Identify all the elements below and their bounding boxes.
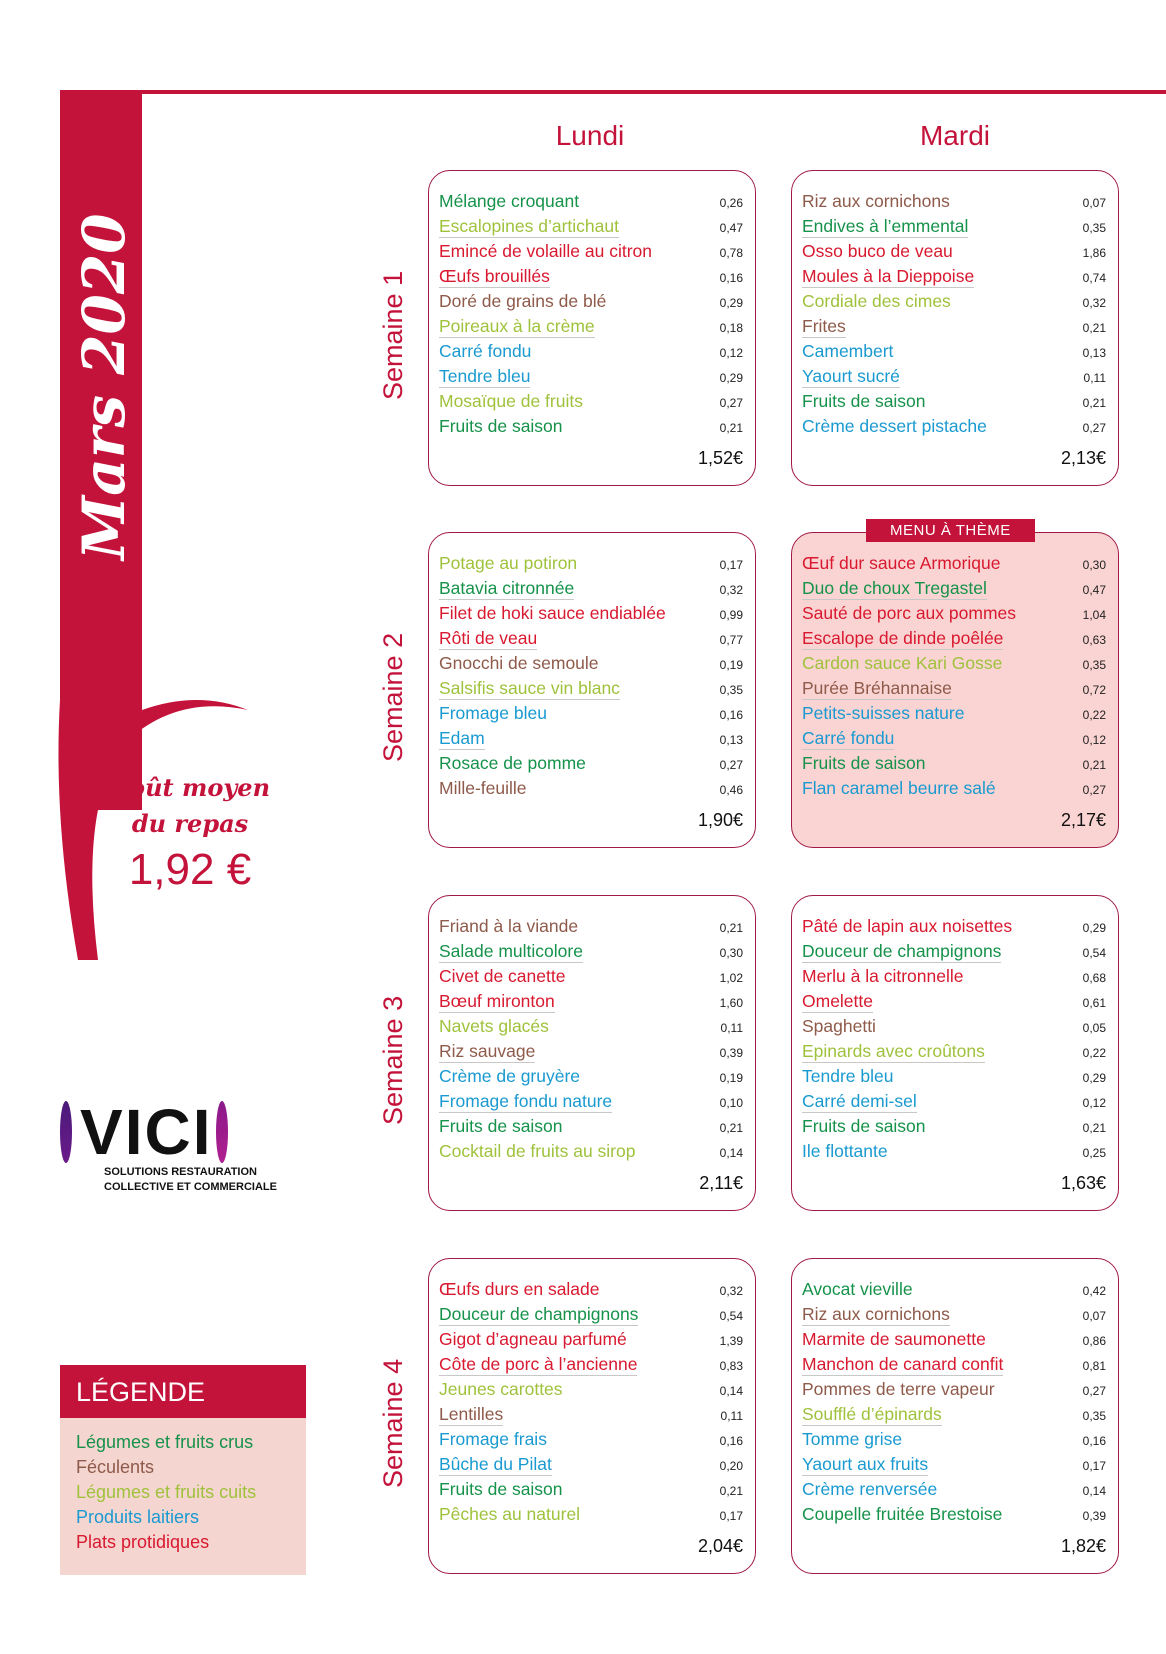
menu-item xyxy=(439,1279,743,1304)
menu-item-name: Salsifis sauce vin blanc xyxy=(439,678,620,698)
menu-item-price: 0,14 xyxy=(1082,1484,1106,1498)
menu-item-name: Navets glacés xyxy=(439,1016,549,1036)
menu-item-name: Rosace de pomme xyxy=(439,753,586,773)
menu-item xyxy=(439,391,743,416)
menu-item-price: 0,27 xyxy=(1082,421,1106,435)
menu-item-price: 0,17 xyxy=(1082,1459,1106,1473)
logo-tagline-1: SOLUTIONS RESTAURATION xyxy=(104,1166,257,1178)
menu-item-price: 0,68 xyxy=(1082,971,1106,985)
menu-total: 2,11€ xyxy=(699,1173,743,1193)
month-title: Mars 2020 xyxy=(70,213,138,560)
menu-item xyxy=(802,291,1106,316)
menu-items xyxy=(439,553,743,803)
menu-item xyxy=(802,678,1106,703)
menu-item-name: Endives à l’emmental xyxy=(802,216,969,236)
menu-item-price: 0,05 xyxy=(1082,1021,1106,1035)
menu-item-name: Crème renversée xyxy=(802,1479,938,1499)
logo-left-arc-icon xyxy=(60,1101,72,1163)
menu-items xyxy=(802,1279,1106,1529)
menu-item-name: Rôti de veau xyxy=(439,628,538,648)
menu-item-price: 0,27 xyxy=(1082,1384,1106,1398)
menu-items xyxy=(802,916,1106,1166)
menu-item-name: Coupelle fruitée Brestoise xyxy=(802,1504,1003,1524)
menu-item-name: Crème dessert pistache xyxy=(802,416,987,436)
menu-item xyxy=(802,266,1106,291)
menu-item xyxy=(439,1329,743,1354)
menu-item-name: Mélange croquant xyxy=(439,191,580,211)
menu-items xyxy=(802,191,1106,441)
menu-item-price: 0,47 xyxy=(719,221,743,235)
menu-card-week2-mardi xyxy=(791,522,1119,848)
menu-item xyxy=(439,966,743,991)
menu-item xyxy=(802,941,1106,966)
menu-item-name: Fruits de saison xyxy=(802,1116,926,1136)
menu-item-price: 0,22 xyxy=(1082,1046,1106,1060)
menu-item-price: 0,07 xyxy=(1082,196,1106,210)
menu-item-name: Emincé de volaille au citron xyxy=(439,241,653,261)
week-label-2: Semaine 2 xyxy=(378,632,408,762)
menu-item xyxy=(802,991,1106,1016)
menu-item xyxy=(802,1354,1106,1379)
vici-logo xyxy=(60,1096,320,1194)
menu-items xyxy=(802,553,1106,803)
menu-item-price: 0,26 xyxy=(719,196,743,210)
menu-item-price: 0,21 xyxy=(1082,396,1106,410)
menu-card-week4-mardi xyxy=(791,1258,1119,1574)
menu-item-name: Carré fondu xyxy=(439,341,532,361)
menu-item xyxy=(439,1379,743,1404)
menu-item-name: Cocktail de fruits au sirop xyxy=(439,1141,636,1161)
menu-item-name: Œufs brouillés xyxy=(439,266,550,286)
menu-item-price: 0,14 xyxy=(719,1146,743,1160)
menu-item-name: Ile flottante xyxy=(802,1141,888,1161)
menu-item xyxy=(802,216,1106,241)
menu-item-price: 0,21 xyxy=(719,421,743,435)
menu-item-price: 0,29 xyxy=(719,371,743,385)
menu-item xyxy=(439,753,743,778)
menu-item xyxy=(439,916,743,941)
menu-item xyxy=(802,1016,1106,1041)
menu-item-name: Gigot d’agneau parfumé xyxy=(439,1329,627,1349)
menu-item xyxy=(802,391,1106,416)
menu-item-price: 0,21 xyxy=(719,1121,743,1135)
menu-card-week3-lundi xyxy=(428,895,756,1211)
menu-item xyxy=(802,1379,1106,1404)
week-label-4: Semaine 4 xyxy=(378,1358,408,1488)
menu-item-name: Camembert xyxy=(802,341,894,361)
menu-item-name: Soufflé d’épinards xyxy=(802,1404,942,1424)
menu-item-price: 0,18 xyxy=(719,321,743,335)
menu-item xyxy=(439,1454,743,1479)
menu-item-name: Fromage fondu nature xyxy=(439,1091,613,1111)
menu-item xyxy=(802,316,1106,341)
menu-item-price: 0,32 xyxy=(719,583,743,597)
menu-item-price: 1,04 xyxy=(1082,608,1106,622)
menu-item-name: Fruits de saison xyxy=(802,391,926,411)
menu-item xyxy=(439,941,743,966)
menu-item xyxy=(802,191,1106,216)
menu-item xyxy=(802,1116,1106,1141)
menu-item xyxy=(802,1479,1106,1504)
menu-item-price: 0,21 xyxy=(1082,321,1106,335)
menu-item-price: 0,54 xyxy=(719,1309,743,1323)
menu-item xyxy=(802,1504,1106,1529)
menu-item-name: Epinards avec croûtons xyxy=(802,1041,985,1061)
menu-item-price: 0,21 xyxy=(1082,758,1106,772)
menu-item xyxy=(439,1504,743,1529)
menu-card-week1-lundi xyxy=(428,170,756,486)
menu-item-price: 0,35 xyxy=(719,683,743,697)
menu-items xyxy=(439,1279,743,1529)
menu-item xyxy=(802,653,1106,678)
menu-item xyxy=(439,1041,743,1066)
menu-total: 1,90€ xyxy=(697,810,743,830)
menu-item-name: Fromage bleu xyxy=(439,703,547,723)
menu-item-price: 0,21 xyxy=(1082,1121,1106,1135)
menu-item-name: Gnocchi de semoule xyxy=(439,653,599,673)
menu-item-price: 0,61 xyxy=(1082,996,1106,1010)
average-cost-value: 1,92 € xyxy=(128,845,252,894)
menu-item-price: 0,16 xyxy=(719,271,743,285)
menu-item-name: Edam xyxy=(439,728,485,748)
menu-item-name: Cordiale des cimes xyxy=(802,291,951,311)
menu-item-price: 0,83 xyxy=(719,1359,743,1373)
menu-card-week3-mardi xyxy=(791,895,1119,1211)
legend-item-feculents: Féculents xyxy=(76,1457,155,1477)
menu-item xyxy=(439,1016,743,1041)
menu-item-price: 0,16 xyxy=(719,708,743,722)
menu-item-name: Escalopines d’artichaut xyxy=(439,216,619,236)
legend xyxy=(60,1365,306,1575)
average-cost-label xyxy=(100,770,280,842)
menu-item-price: 0,72 xyxy=(1082,683,1106,697)
menu-item xyxy=(439,1304,743,1329)
menu-item xyxy=(802,778,1106,803)
menu-item xyxy=(439,678,743,703)
menu-item-name: Lentilles xyxy=(439,1404,504,1424)
menu-item-price: 1,39 xyxy=(719,1334,743,1348)
menu-item xyxy=(439,553,743,578)
menu-item-name: Tendre bleu xyxy=(802,1066,894,1086)
menu-item-name: Riz aux cornichons xyxy=(802,191,950,211)
menu-item xyxy=(802,578,1106,603)
menu-item-price: 1,02 xyxy=(719,971,743,985)
menu-item xyxy=(802,1141,1106,1166)
menu-item-price: 0,17 xyxy=(719,1509,743,1523)
menu-item-name: Manchon de canard confit xyxy=(802,1354,1004,1374)
menu-item xyxy=(439,728,743,753)
menu-item xyxy=(439,578,743,603)
menu-item xyxy=(439,1141,743,1166)
menu-item-price: 0,13 xyxy=(1082,346,1106,360)
menu-item xyxy=(439,191,743,216)
average-cost-label-line2: du repas xyxy=(131,809,249,838)
menu-item xyxy=(802,1304,1106,1329)
menu-item xyxy=(439,991,743,1016)
menu-item xyxy=(802,1041,1106,1066)
menu-item-name: Yaourt aux fruits xyxy=(802,1454,929,1474)
menu-item-price: 0,54 xyxy=(1082,946,1106,960)
menu-item-price: 0,19 xyxy=(719,1071,743,1085)
menu-item-price: 0,12 xyxy=(1082,1096,1106,1110)
menu-item-name: Riz sauvage xyxy=(439,1041,536,1061)
menu-item-name: Batavia citronnée xyxy=(439,578,575,598)
menu-item-price: 0,99 xyxy=(719,608,743,622)
menu-item-name: Fruits de saison xyxy=(439,416,563,436)
menu-item-price: 0,63 xyxy=(1082,633,1106,647)
menu-total: 1,82€ xyxy=(1060,1536,1106,1556)
menu-item-price: 0,12 xyxy=(719,346,743,360)
menu-item xyxy=(439,416,743,441)
menu-item xyxy=(802,366,1106,391)
day-header-lundi: Lundi xyxy=(555,120,625,151)
menu-item-name: Merlu à la citronnelle xyxy=(802,966,964,986)
menu-item xyxy=(439,1429,743,1454)
menu-item-price: 0,11 xyxy=(720,1021,743,1035)
menu-item-name: Marmite de saumonette xyxy=(802,1329,986,1349)
menu-item-price: 0,39 xyxy=(719,1046,743,1060)
menu-item-name: Flan caramel beurre salé xyxy=(802,778,996,798)
menu-item-name: Mosaïque de fruits xyxy=(439,391,583,411)
menu-items xyxy=(439,916,743,1166)
menu-item xyxy=(802,1329,1106,1354)
menu-item-price: 0,47 xyxy=(1082,583,1106,597)
menu-item xyxy=(439,1116,743,1141)
menu-item-name: Purée Bréhannaise xyxy=(802,678,952,698)
menu-total: 1,52€ xyxy=(697,448,743,468)
menu-item xyxy=(439,653,743,678)
menu-item xyxy=(439,1404,743,1429)
menu-item-price: 0,35 xyxy=(1082,658,1106,672)
menu-item-name: Crème de gruyère xyxy=(439,1066,581,1086)
menu-item xyxy=(802,728,1106,753)
menu-item-name: Petits-suisses nature xyxy=(802,703,965,723)
menu-item xyxy=(439,266,743,291)
menu-item-name: Doré de grains de blé xyxy=(439,291,607,311)
menu-item-name: Sauté de porc aux pommes xyxy=(802,603,1017,623)
menu-item xyxy=(802,628,1106,653)
legend-list xyxy=(60,1418,306,1567)
menu-item-price: 0,30 xyxy=(719,946,743,960)
menu-item xyxy=(802,341,1106,366)
menu-item-price: 0,14 xyxy=(719,1384,743,1398)
menu-item-price: 0,17 xyxy=(719,558,743,572)
menu-item-name: Avocat vieville xyxy=(802,1279,913,1299)
menu-item-price: 0,25 xyxy=(1082,1146,1106,1160)
menu-item-name: Pâté de lapin aux noisettes xyxy=(802,916,1013,936)
menu-item-price: 0,10 xyxy=(719,1096,743,1110)
menu-total: 2,17€ xyxy=(1060,810,1106,830)
menu-item-price: 0,20 xyxy=(719,1459,743,1473)
menu-item-name: Douceur de champignons xyxy=(439,1304,639,1324)
top-rule xyxy=(60,90,1166,94)
menu-item-name: Tomme grise xyxy=(802,1429,903,1449)
day-header-mardi: Mardi xyxy=(919,120,990,151)
menu-item-price: 0,32 xyxy=(719,1284,743,1298)
menu-item-name: Pêches au naturel xyxy=(439,1504,581,1524)
menu-item-name: Carré demi-sel xyxy=(802,1091,917,1111)
menu-item xyxy=(802,916,1106,941)
menu-card-week2-lundi xyxy=(428,532,756,848)
menu-item-price: 0,42 xyxy=(1082,1284,1106,1298)
logo-right-arc-icon xyxy=(216,1101,228,1163)
menu-item-name: Mille-feuille xyxy=(439,778,527,798)
menu-item xyxy=(802,1454,1106,1479)
menu-item xyxy=(439,628,743,653)
menu-item-name: Frites xyxy=(802,316,846,336)
legend-item-laitiers: Produits laitiers xyxy=(76,1507,200,1527)
menu-item xyxy=(439,341,743,366)
menu-item xyxy=(439,703,743,728)
menu-item xyxy=(802,703,1106,728)
menu-item-price: 0,29 xyxy=(719,296,743,310)
menu-item-name: Poireaux à la crème xyxy=(439,316,595,336)
menu-item-name: Jeunes carottes xyxy=(439,1379,563,1399)
theme-menu-badge: MENU À THÈME xyxy=(866,519,1035,542)
legend-item-protidiques: Plats protidiques xyxy=(76,1532,210,1552)
menu-item-price: 0,19 xyxy=(719,658,743,672)
legend-item-crus: Légumes et fruits crus xyxy=(76,1432,254,1452)
menu-total: 2,13€ xyxy=(1060,448,1106,468)
menu-item-name: Potage au potiron xyxy=(439,553,578,573)
menu-item-name: Œuf dur sauce Armorique xyxy=(802,553,1001,573)
menu-item-name: Escalope de dinde poêlée xyxy=(802,628,1004,648)
menu-item-price: 0,81 xyxy=(1082,1359,1106,1373)
menu-item xyxy=(439,316,743,341)
menu-item-price: 0,39 xyxy=(1082,1509,1106,1523)
menu-item-name: Salade multicolore xyxy=(439,941,583,961)
menu-item-name: Moules à la Dieppoise xyxy=(802,266,975,286)
menu-item-price: 0,35 xyxy=(1082,221,1106,235)
menu-item xyxy=(439,291,743,316)
menu-item xyxy=(439,216,743,241)
menu-item-name: Fruits de saison xyxy=(439,1479,563,1499)
menu-item xyxy=(439,1066,743,1091)
menu-item xyxy=(439,366,743,391)
menu-item-name: Fruits de saison xyxy=(439,1116,563,1136)
menu-item-price: 1,86 xyxy=(1082,246,1106,260)
menu-item-price: 0,35 xyxy=(1082,1409,1106,1423)
week-label-3: Semaine 3 xyxy=(378,995,408,1125)
menu-total: 1,63€ xyxy=(1060,1173,1106,1193)
menu-item xyxy=(802,1279,1106,1304)
menu-item xyxy=(802,241,1106,266)
menu-item-name: Côte de porc à l’ancienne xyxy=(439,1354,638,1374)
menu-item-price: 0,11 xyxy=(720,1409,743,1423)
menu-item-name: Riz aux cornichons xyxy=(802,1304,950,1324)
menu-item-price: 0,78 xyxy=(719,246,743,260)
menu-item-name: Friand à la viande xyxy=(439,916,579,936)
menu-item-price: 1,60 xyxy=(719,996,743,1010)
menu-item-price: 0,77 xyxy=(719,633,743,647)
menu-item xyxy=(439,778,743,803)
menu-item-name: Bœuf mironton xyxy=(439,991,555,1011)
menu-card-week1-mardi xyxy=(791,170,1119,486)
menu-item xyxy=(802,553,1106,578)
menu-item xyxy=(439,1479,743,1504)
menu-item-price: 0,86 xyxy=(1082,1334,1106,1348)
menu-item xyxy=(802,1091,1106,1116)
legend-title: LÉGENDE xyxy=(60,1365,306,1418)
menu-item-name: Œufs durs en salade xyxy=(439,1279,600,1299)
menu-item-price: 0,29 xyxy=(1082,921,1106,935)
menu-item-name: Osso buco de veau xyxy=(802,241,953,261)
menu-item xyxy=(439,1091,743,1116)
menu-item-price: 0,21 xyxy=(719,1484,743,1498)
menu-item xyxy=(439,241,743,266)
menu-item-price: 0,46 xyxy=(719,783,743,797)
menu-item-price: 0,07 xyxy=(1082,1309,1106,1323)
menu-item-name: Carré fondu xyxy=(802,728,895,748)
menu-item-price: 0,27 xyxy=(719,758,743,772)
menu-item-price: 0,12 xyxy=(1082,733,1106,747)
menu-item-price: 0,27 xyxy=(1082,783,1106,797)
menu-item-name: Tendre bleu xyxy=(439,366,531,386)
menu-item-price: 0,16 xyxy=(1082,1434,1106,1448)
menu-item-name: Fromage frais xyxy=(439,1429,547,1449)
logo-tagline-2: COLLECTIVE ET COMMERCIALE xyxy=(104,1181,277,1193)
menu-item-price: 0,30 xyxy=(1082,558,1106,572)
menu-item xyxy=(802,1066,1106,1091)
average-cost-label-line1: Coût moyen xyxy=(109,773,271,802)
menu-item-price: 0,29 xyxy=(1082,1071,1106,1085)
menu-total: 2,04€ xyxy=(697,1536,743,1556)
menu-item-name: Duo de choux Tregastel xyxy=(802,578,987,598)
menu-item-name: Yaourt sucré xyxy=(802,366,900,386)
menu-item xyxy=(802,603,1106,628)
menu-item-price: 0,21 xyxy=(719,921,743,935)
menu-item-name: Fruits de saison xyxy=(802,753,926,773)
menu-item-price: 0,13 xyxy=(719,733,743,747)
menu-item xyxy=(802,416,1106,441)
menu-item-name: Omelette xyxy=(802,991,873,1011)
menu-item-price: 0,11 xyxy=(1083,371,1106,385)
menu-item-price: 0,22 xyxy=(1082,708,1106,722)
menu-item-name: Douceur de champignons xyxy=(802,941,1002,961)
menu-item-name: Pommes de terre vapeur xyxy=(802,1379,995,1399)
menu-item-name: Filet de hoki sauce endiablée xyxy=(439,603,666,623)
menu-item-price: 0,27 xyxy=(719,396,743,410)
menu-item xyxy=(439,603,743,628)
menu-item-price: 0,32 xyxy=(1082,296,1106,310)
menu-item xyxy=(439,1354,743,1379)
menu-item xyxy=(802,1404,1106,1429)
menu-item-name: Civet de canette xyxy=(439,966,566,986)
menu-item-name: Spaghetti xyxy=(802,1016,876,1036)
week-label-1: Semaine 1 xyxy=(378,270,408,400)
menu-card-week4-lundi xyxy=(428,1258,756,1574)
menu-item-name: Cardon sauce Kari Gosse xyxy=(802,653,1003,673)
menu-item-price: 0,74 xyxy=(1082,271,1106,285)
menu-items xyxy=(439,191,743,441)
legend-item-cuits: Légumes et fruits cuits xyxy=(76,1482,257,1502)
menu-item xyxy=(802,966,1106,991)
menu-item-price: 0,16 xyxy=(719,1434,743,1448)
logo-wordmark: VICI xyxy=(80,1096,213,1168)
menu-item xyxy=(802,1429,1106,1454)
menu-item xyxy=(802,753,1106,778)
menu-item-name: Bûche du Pilat xyxy=(439,1454,552,1474)
